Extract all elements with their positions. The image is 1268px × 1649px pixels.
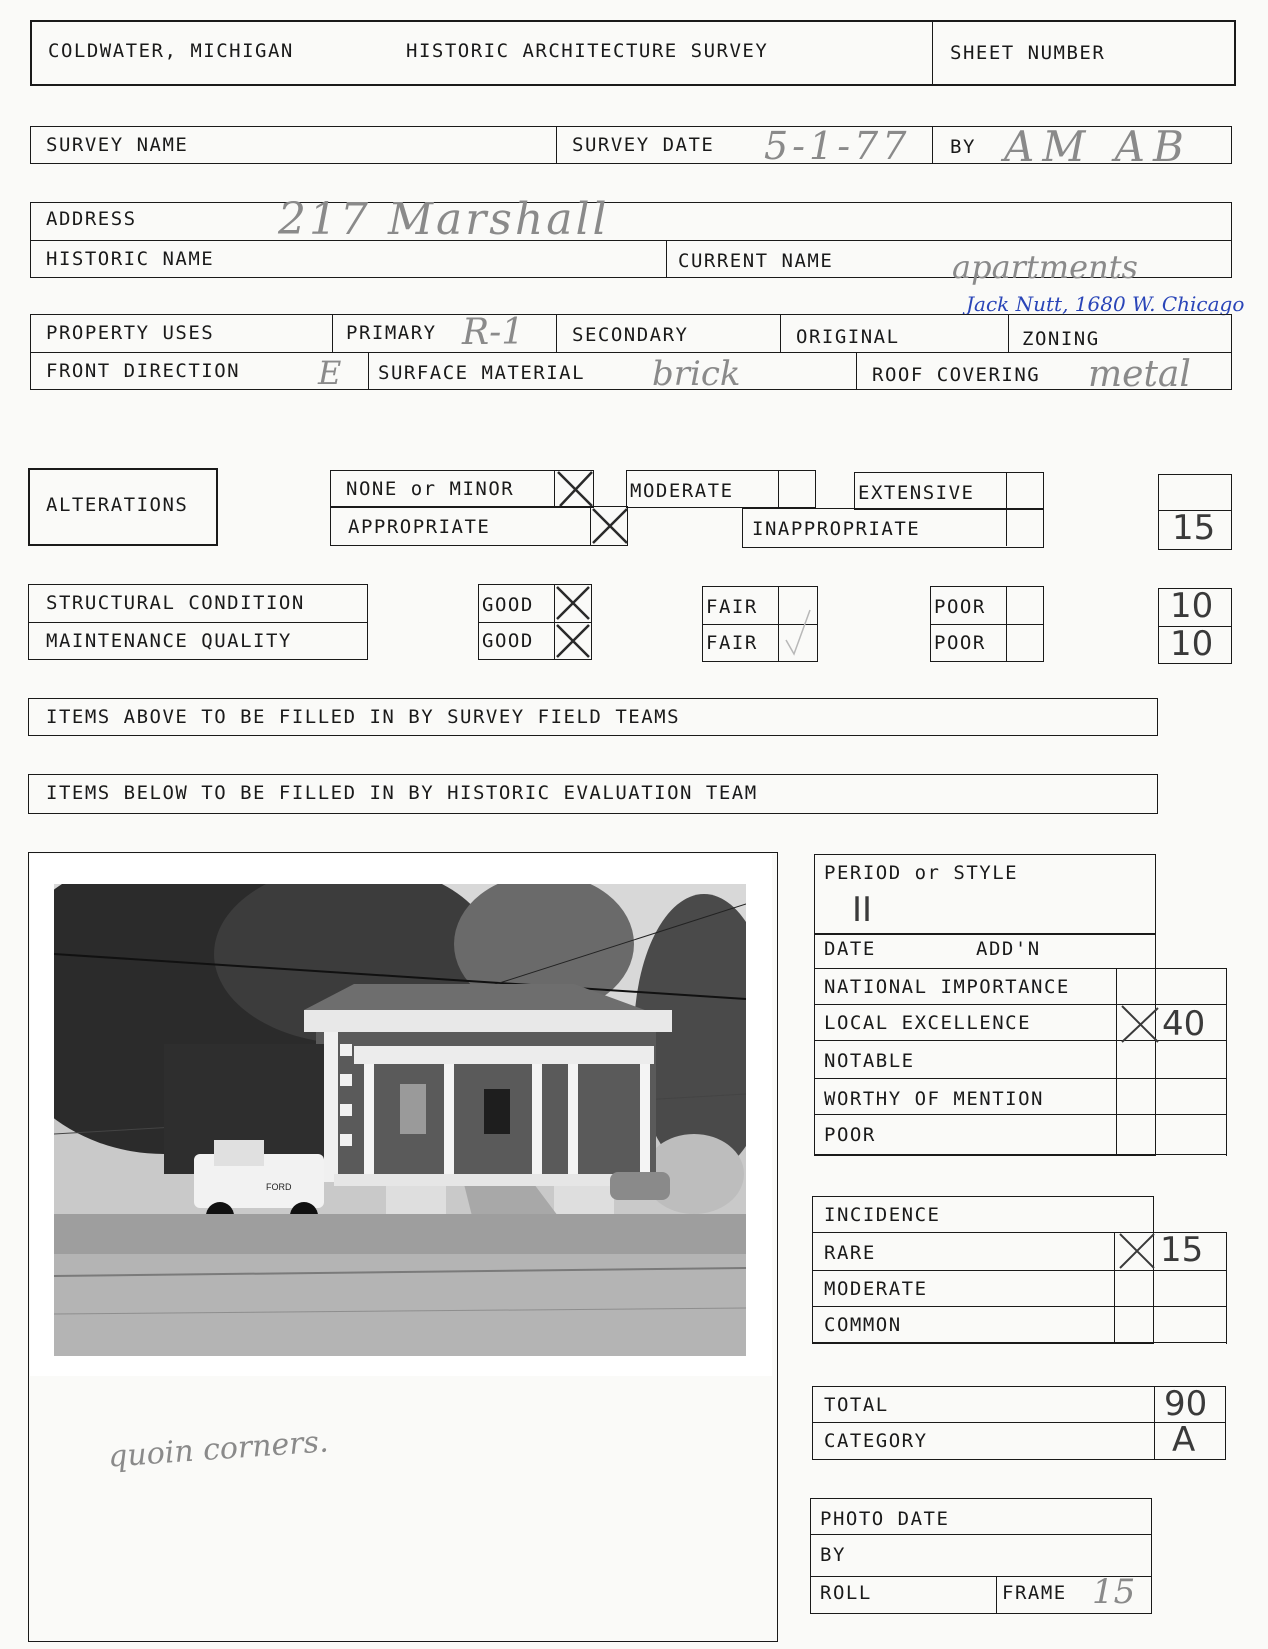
moderate-checkbox-divider (778, 470, 779, 508)
current-name-divider (666, 240, 667, 278)
maintenance-fair-label: FAIR (706, 632, 758, 654)
city-label: COLDWATER, MICHIGAN (48, 40, 294, 62)
none-minor-label: NONE or MINOR (346, 478, 515, 500)
survey-date-label: SURVEY DATE (572, 134, 715, 156)
house-photograph (54, 884, 746, 1356)
local-excellence-check-icon (1118, 1004, 1162, 1044)
notable-label: NOTABLE (824, 1050, 915, 1072)
photo-info-col-divider (996, 1576, 997, 1614)
national-importance-label: NATIONAL IMPORTANCE (824, 976, 1070, 998)
eval-row-6 (814, 1154, 1226, 1155)
photo-caption: quoin corners. (107, 1424, 330, 1475)
condition-divider (28, 622, 368, 623)
survey-divider-2 (932, 126, 933, 164)
alterations-score: 15 (1172, 508, 1216, 548)
front-direction-value: E (318, 354, 342, 392)
secondary-label: SECONDARY (572, 324, 689, 346)
category-value: A (1172, 1420, 1196, 1460)
none-minor-check-icon (554, 468, 596, 510)
structural-good-label: GOOD (482, 594, 534, 616)
survey-name-label: SURVEY NAME (46, 134, 189, 156)
total-value: 90 (1164, 1384, 1208, 1424)
property-divider (30, 352, 1232, 353)
roof-covering-value: metal (1088, 354, 1191, 395)
property-divider-e (368, 352, 369, 390)
photo-info-row-1 (810, 1534, 1152, 1535)
appropriate-check-icon (590, 506, 630, 546)
maintenance-fair-tick-icon (782, 606, 814, 658)
survey-by-value: AM AB (1004, 122, 1192, 171)
common-label: COMMON (824, 1314, 902, 1336)
eval-row-5 (814, 1114, 1226, 1115)
field-teams-note: ITEMS ABOVE TO BE FILLED IN BY SURVEY FIELD TEAMS (46, 706, 681, 728)
photo-by-label: BY (820, 1544, 846, 1566)
photo-date-label: PHOTO DATE (820, 1508, 950, 1530)
address-label: ADDRESS (46, 208, 137, 230)
property-uses-label: PROPERTY USES (46, 322, 215, 344)
sheet-number-label: SHEET NUMBER (950, 42, 1106, 64)
incidence-col-divider (1114, 1232, 1115, 1344)
property-divider-b (556, 314, 557, 352)
maintenance-quality-label: MAINTENANCE QUALITY (46, 630, 292, 652)
period-style-label: PERIOD or STYLE (824, 862, 1019, 884)
address-value: 217 Marshall (278, 194, 610, 245)
addn-label: ADD'N (976, 938, 1041, 960)
primary-label: PRIMARY (346, 322, 437, 344)
surface-material-value: brick (652, 354, 741, 394)
category-label: CATEGORY (824, 1430, 928, 1452)
address-divider (30, 240, 1232, 241)
structural-score: 10 (1170, 586, 1214, 626)
primary-value: R-1 (462, 312, 525, 353)
incidence-moderate-label: MODERATE (824, 1278, 928, 1300)
structural-condition-label: STRUCTURAL CONDITION (46, 592, 305, 614)
incidence-score-edge (1226, 1232, 1227, 1344)
total-label: TOTAL (824, 1394, 889, 1416)
period-style-value: II (852, 890, 873, 930)
extensive-label: EXTENSIVE (858, 482, 975, 504)
property-divider-f (856, 352, 857, 390)
appropriate-label: APPROPRIATE (348, 516, 491, 538)
survey-divider-1 (556, 126, 557, 164)
eval-poor-label: POOR (824, 1124, 876, 1146)
eval-row-1 (814, 968, 1226, 969)
poor-divider (930, 624, 1044, 625)
date-label: DATE (824, 938, 876, 960)
structural-good-check-icon (554, 584, 592, 622)
header-divider (932, 20, 933, 86)
worthy-of-mention-label: WORTHY OF MENTION (824, 1088, 1044, 1110)
structural-poor-label: POOR (934, 596, 986, 618)
original-label: ORIGINAL (796, 326, 900, 348)
frame-label: FRAME (1002, 1582, 1067, 1604)
local-excellence-label: LOCAL EXCELLENCE (824, 1012, 1032, 1034)
local-excellence-score: 40 (1162, 1004, 1206, 1044)
incidence-row-3 (812, 1306, 1226, 1307)
surface-material-label: SURFACE MATERIAL (378, 362, 586, 384)
incidence-label: INCIDENCE (824, 1204, 941, 1226)
historic-name-label: HISTORIC NAME (46, 248, 215, 270)
moderate-label: MODERATE (630, 480, 734, 502)
property-divider-c (780, 314, 781, 352)
eval-row-4 (814, 1078, 1226, 1079)
incidence-row-2 (812, 1270, 1226, 1271)
evaluation-team-note: ITEMS BELOW TO BE FILLED IN BY HISTORIC EVALUATION TEAM (46, 782, 758, 804)
fair-checkbox-divider (778, 586, 779, 662)
rare-score: 15 (1160, 1230, 1204, 1270)
current-name-label: CURRENT NAME (678, 250, 834, 272)
roof-covering-label: ROOF COVERING (872, 364, 1041, 386)
structural-fair-label: FAIR (706, 596, 758, 618)
maintenance-score: 10 (1170, 624, 1214, 664)
current-name-value: apartments (952, 248, 1138, 286)
maintenance-good-label: GOOD (482, 630, 534, 652)
frame-value: 15 (1092, 1572, 1136, 1612)
rare-check-icon (1116, 1232, 1158, 1270)
survey-date-value: 5-1-77 (764, 124, 911, 168)
zoning-label: ZONING (1022, 328, 1100, 350)
inappropriate-label: INAPPROPRIATE (752, 518, 921, 540)
alterations-label: ALTERATIONS (46, 494, 189, 516)
totals-col-divider (1154, 1386, 1155, 1460)
property-divider-a (332, 314, 333, 352)
owner-note: Jack Nutt, 1680 W. Chicago (966, 292, 1245, 316)
maintenance-good-check-icon (554, 622, 592, 660)
truck-text: FORD (266, 1182, 292, 1192)
property-divider-d (1008, 314, 1009, 352)
survey-by-label: BY (950, 136, 976, 158)
roll-label: ROLL (820, 1582, 872, 1604)
front-direction-label: FRONT DIRECTION (46, 360, 241, 382)
maintenance-poor-label: POOR (934, 632, 986, 654)
poor-checkbox-divider (1006, 586, 1007, 662)
rare-label: RARE (824, 1242, 876, 1264)
eval-col-divider (1116, 968, 1117, 1156)
survey-title: HISTORIC ARCHITECTURE SURVEY (406, 40, 769, 62)
incidence-row-4 (812, 1342, 1226, 1343)
eval-score-edge (1226, 968, 1227, 1156)
